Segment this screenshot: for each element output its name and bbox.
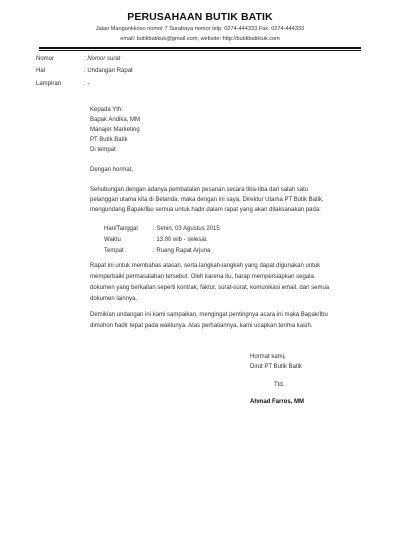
letterhead-rule-thin [39, 50, 361, 51]
paragraph-line: dokumen yang berkaitan seperti kontrak, faktur, surat-surat, komunikasi email, dan semua [90, 285, 330, 291]
letterhead-rule-thick [39, 47, 361, 49]
meta-label: Lampiran [36, 81, 62, 87]
signature-position: Dirut PT Butik Batik [250, 364, 302, 370]
meta-value: : - [84, 81, 90, 87]
greeting: Dengan hormat, [90, 167, 134, 173]
event-label-time: Waktu [104, 237, 121, 243]
paragraph-line: dimohon hadir tepat pada waktunya. Atas perhatiannya, kami ucapkan terima kasih. [90, 323, 313, 329]
company-name: PERUSAHAAN BUTIK BATIK [127, 11, 273, 23]
recipient-line: PT Butik Batik [90, 137, 128, 143]
paragraph-line: memperbaiki permasalahan tersebut. Oleh karena itu, harap mempersiapkan segala [90, 274, 314, 280]
signature-mark: Ttd. [274, 382, 285, 388]
meta-value: : Nomor surat [84, 56, 121, 62]
signatory-name: Ahmad Farros, MM [250, 399, 305, 405]
meta-label: Nomor [36, 56, 55, 62]
event-label-place: Tempat [104, 248, 124, 254]
recipient-line: Manajer Marketing [90, 127, 140, 133]
paragraph-line: pelanggan utama kita di Belanda, maka dengan ini saya, Direktur Utama PT Butik Batik, [90, 197, 324, 203]
company-contact: email: butikbatikuk@gmail.com, website: http://butikbatiktuk.com [120, 36, 280, 42]
recipient-line: Di tempat [90, 147, 116, 153]
signature-closing: Hormat kami, [250, 354, 286, 360]
paragraph-line: Sehubungan dengan adanya pembatalan pesanan secara tiba-tiba dari salah satu [90, 187, 309, 193]
event-value-time: : 13.00 wib - selesai. [153, 237, 208, 243]
recipient-line: Bapak Andika, MM [90, 117, 141, 123]
paragraph-line: dokumen lainnya. [90, 296, 138, 302]
paragraph-line: mengundang Bapak/Ibu semua untuk hadir dalam rapat yang akan dilaksanakan pada: [90, 207, 321, 213]
paragraph-line: Demikian undangan ini kami sampaikan, mengingat pentingnya acara ini maka Bapak/Ibu [90, 312, 328, 318]
meta-value: : Undangan Rapat [84, 68, 133, 74]
recipient-line: Kepada Yth: [90, 107, 123, 113]
event-value-place: : Ruang Rapat Arjuna [153, 248, 211, 254]
paragraph-line: Rapat ini untuk membahas alasan, serta langkah-langkah yang dapat digunakan untuk [90, 263, 321, 269]
event-label-date: Hari/Tanggal [104, 226, 138, 232]
company-address: Jalan Mangankkoso nomor 7 Surabaya nomor telp. 0274-444333 Fax. 0274-444333 [95, 26, 305, 32]
event-value-date: : Senin, 03 Agustus 2015 [153, 226, 220, 232]
meta-label: Hal [36, 68, 46, 74]
